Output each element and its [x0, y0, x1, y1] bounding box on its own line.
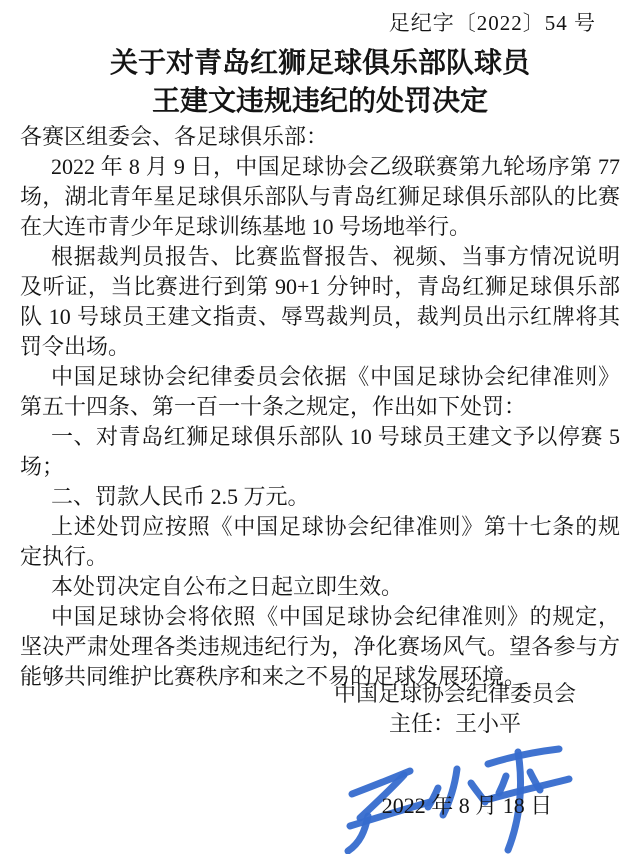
signer-organization: 中国足球协会纪律委员会 [333, 681, 576, 706]
document-body [20, 122, 620, 692]
title-line-2: 王建文违规违纪的处罚决定 [151, 86, 488, 117]
paragraph-effective-clause: 本处罚决定自公布之日起立即生效。 [51, 574, 404, 599]
paragraph-incident: 根据裁判员报告、比赛监督报告、视频、当事方情况说明及听证，当比赛进行到第 90+1 分钟时，青岛红狮足球俱乐部队 10 号球员王建文指责、辱骂裁判员，裁判员出示红牌将其罚令出场。 [20, 244, 620, 359]
paragraph-ruling-basis: 中国足球协会纪律委员会依据《中国足球协会纪律准则》第五十四条、第一百一十条之规定，作出如下处罚： [20, 364, 620, 419]
paragraph-match-overview: 2022 年 8 月 9 日，中国足球协会乙级联赛第九轮场序第 77 场，湖北青年星足球俱乐部队与青岛红狮足球俱乐部队的比赛在大连市青少年足球训练基地 10 号场地举行。 [20, 154, 620, 239]
paragraph-closing-statement: 中国足球协会将依照《中国足球协会纪律准则》的规定，坚决严肃处理各类违规违纪行为，净化赛场风气。望各参与方能够共同维护比赛秩序和来之不易的足球发展环境。 [20, 604, 620, 689]
signature-block [328, 679, 582, 739]
signature-date: 2022 年 8 月 18 日 [381, 793, 553, 818]
salutation: 各赛区组委会、各足球俱乐部： [20, 124, 329, 149]
document-title [0, 45, 640, 121]
paragraph-execution-clause: 上述处罚应按照《中国足球协会纪律准则》第十七条的规定执行。 [20, 514, 620, 569]
penalty-item-2: 二、罚款人民币 2.5 万元。 [51, 484, 310, 509]
penalty-item-1: 一、对青岛红狮足球俱乐部队 10 号球员王建文予以停赛 5 场； [20, 424, 620, 479]
doc-number: 足纪字〔2022〕54 号 [388, 11, 596, 35]
signer-name-line: 主任：王小平 [388, 711, 521, 736]
title-line-1: 关于对青岛红狮足球俱乐部队球员 [109, 48, 530, 79]
